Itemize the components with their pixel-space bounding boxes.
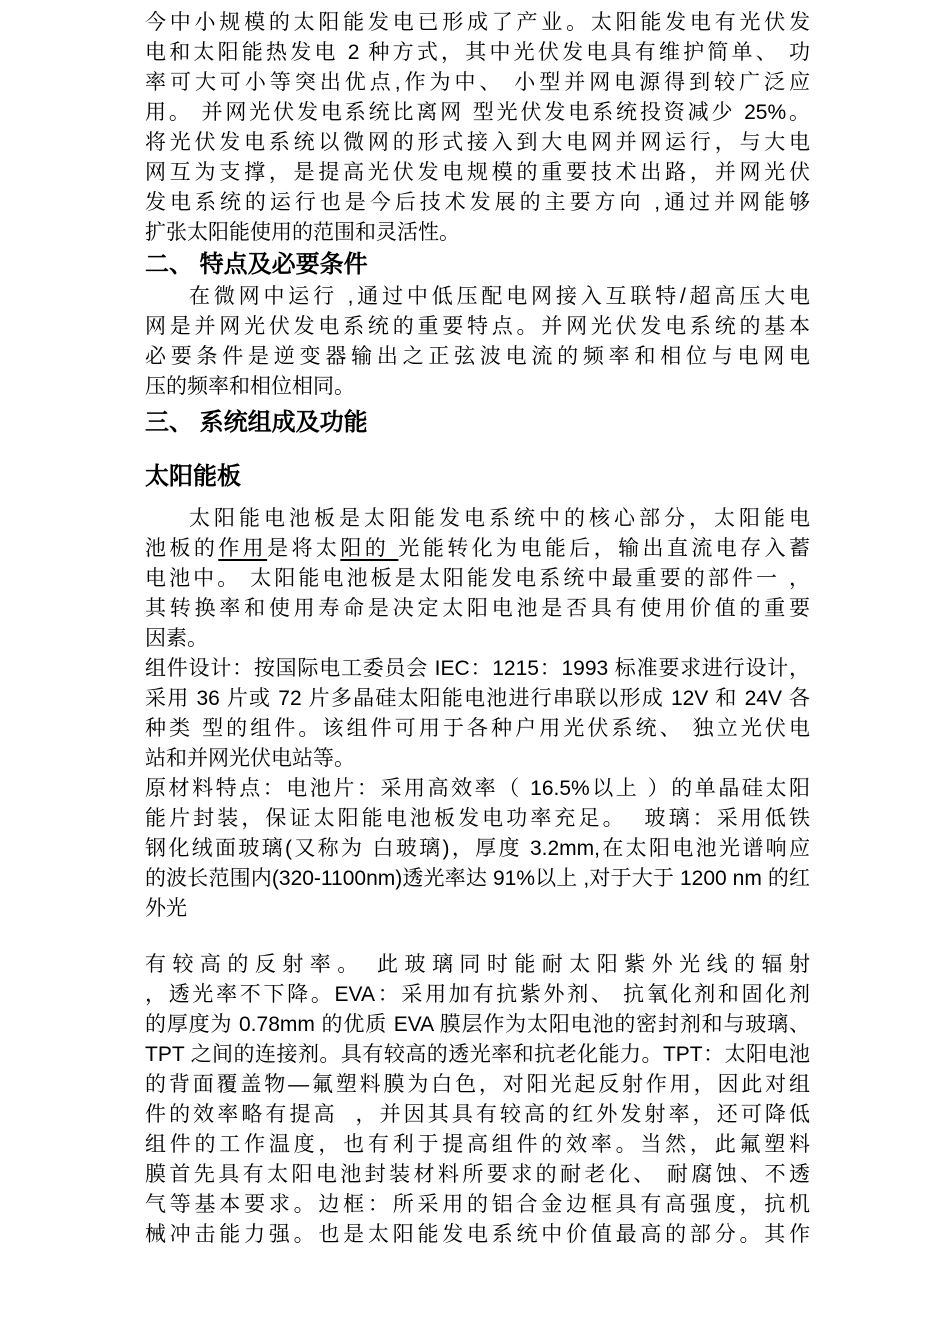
panel-intro-paragraph	[145, 504, 810, 654]
text-line: 太阳能电池板是太阳能发电系统中的核心部分，太阳能电	[189, 507, 810, 530]
text-line: 因素。	[145, 627, 208, 650]
text-line: 将光伏发电系统以微网的形式接入到大电网并网运行，与大电	[145, 131, 810, 154]
module-design-paragraph	[145, 654, 810, 774]
text-line: 组件的工作温度，也有利于提高组件的效率。当然，此氟塑料	[145, 1133, 810, 1156]
text-line: 用。 并网光伏发电系统比离网 型光伏发电系统投资减少 25%。	[145, 101, 810, 124]
text-line: 的厚度为 0.78mm 的优质 EVA 膜层作为太阳电池的密封剂和与玻璃、	[145, 1013, 810, 1036]
text-line: 采用 36 片或 72 片多晶硅太阳能电池进行串联以形成 12V 和 24V 各	[145, 687, 810, 710]
text-line: 的波长范围内(320-1100nm)透光率达 91%以上 ,对于大于 1200 nm 的红	[145, 867, 810, 890]
text-line: 在微网中运行 ,通过中低压配电网接入互联特/超高压大电	[189, 285, 810, 308]
text-line: ，透光率不下降。EVA：采用加有抗紫外剂、 抗氧化剂和固化剂	[145, 983, 810, 1006]
heading-system: 三、 系统组成及功能	[145, 409, 368, 436]
document-body	[145, 0, 810, 1250]
text-line: 发电系统的运行也是今后技术发展的主要方向 ,通过并网能够	[145, 191, 810, 214]
text-segment: 是将太	[267, 537, 341, 560]
text-segment: 池板的	[145, 537, 219, 560]
text-line: 有较高的反射率。 此玻璃同时能耐太阳紫外光线的辐射	[145, 953, 810, 976]
text-line: 率可大可小等突出优点,作为中、 小型并网电源得到较广泛应	[145, 71, 810, 94]
heading-features: 二、 特点及必要条件	[145, 251, 368, 278]
materials-paragraph	[145, 774, 810, 924]
text-line: 气等基本要求。边框：所采用的铝合金边框具有高强度，抗机	[145, 1193, 810, 1216]
text-line: 外光	[145, 897, 187, 920]
text-line: 电池中。 太阳能电池板是太阳能发电系统中最重要的部件一 ，	[145, 567, 810, 590]
text-line: 件的效率略有提高 ，并因其具有较高的红外发射率，还可降低	[145, 1103, 810, 1126]
text-line: TPT 之间的连接剂。具有较高的透光率和抗老化能力。TPT：太阳电池	[145, 1043, 810, 1066]
underlined-text: 阳的	[340, 537, 399, 560]
features-paragraph	[145, 282, 810, 402]
text-line: 的背面覆盖物—氟塑料膜为白色，对阳光起反射作用，因此对组	[145, 1073, 810, 1096]
underlined-text: 作用	[218, 537, 268, 560]
text-line: 能片封装，保证太阳能电池板发电功率充足。 玻璃：采用低铁	[145, 807, 810, 830]
text-segment: 光能转化为电能后，输出直流电存入蓄	[398, 537, 811, 560]
text-line: 必要条件是逆变器输出之正弦波电流的频率和相位与电网电	[145, 345, 810, 368]
text-line: 站和并网光伏电站等。	[145, 747, 355, 770]
glass-continued-paragraph	[145, 950, 810, 1250]
heading-panel: 太阳能板	[145, 463, 241, 490]
text-line: 膜首先具有太阳电池封装材料所要求的耐老化、 耐腐蚀、不透	[145, 1163, 810, 1186]
intro-paragraph	[145, 8, 810, 248]
text-line: 组件设计：按国际电工委员会 IEC：1215：1993 标准要求进行设计，	[145, 657, 810, 680]
text-line	[145, 534, 810, 564]
text-line: 今中小规模的太阳能发电已形成了产业。太阳能发电有光伏发	[145, 11, 810, 34]
text-line: 种类 型的组件。该组件可用于各种户用光伏系统、 独立光伏电	[145, 717, 810, 740]
text-line: 钢化绒面玻璃(又称为 白玻璃)，厚度 3.2mm,在太阳电池光谱响应	[145, 837, 810, 860]
text-line: 其转换率和使用寿命是决定太阳电池是否具有使用价值的重要	[145, 597, 810, 620]
text-line: 压的频率和相位相同。	[145, 375, 355, 398]
text-line: 械冲击能力强。也是太阳能发电系统中价值最高的部分。其作	[145, 1223, 810, 1246]
text-line: 电和太阳能热发电 2 种方式，其中光伏发电具有维护简单、 功	[145, 41, 810, 64]
text-line: 网是并网光伏发电系统的重要特点。并网光伏发电系统的基本	[145, 315, 810, 338]
text-line: 原材料特点：电池片：采用高效率（ 16.5%以上 ）的单晶硅太阳	[145, 777, 810, 800]
text-line: 网互为支撑，是提高光伏发电规模的重要技术出路，并网光伏	[145, 161, 810, 184]
text-line: 扩张太阳能使用的范围和灵活性。	[145, 221, 460, 244]
